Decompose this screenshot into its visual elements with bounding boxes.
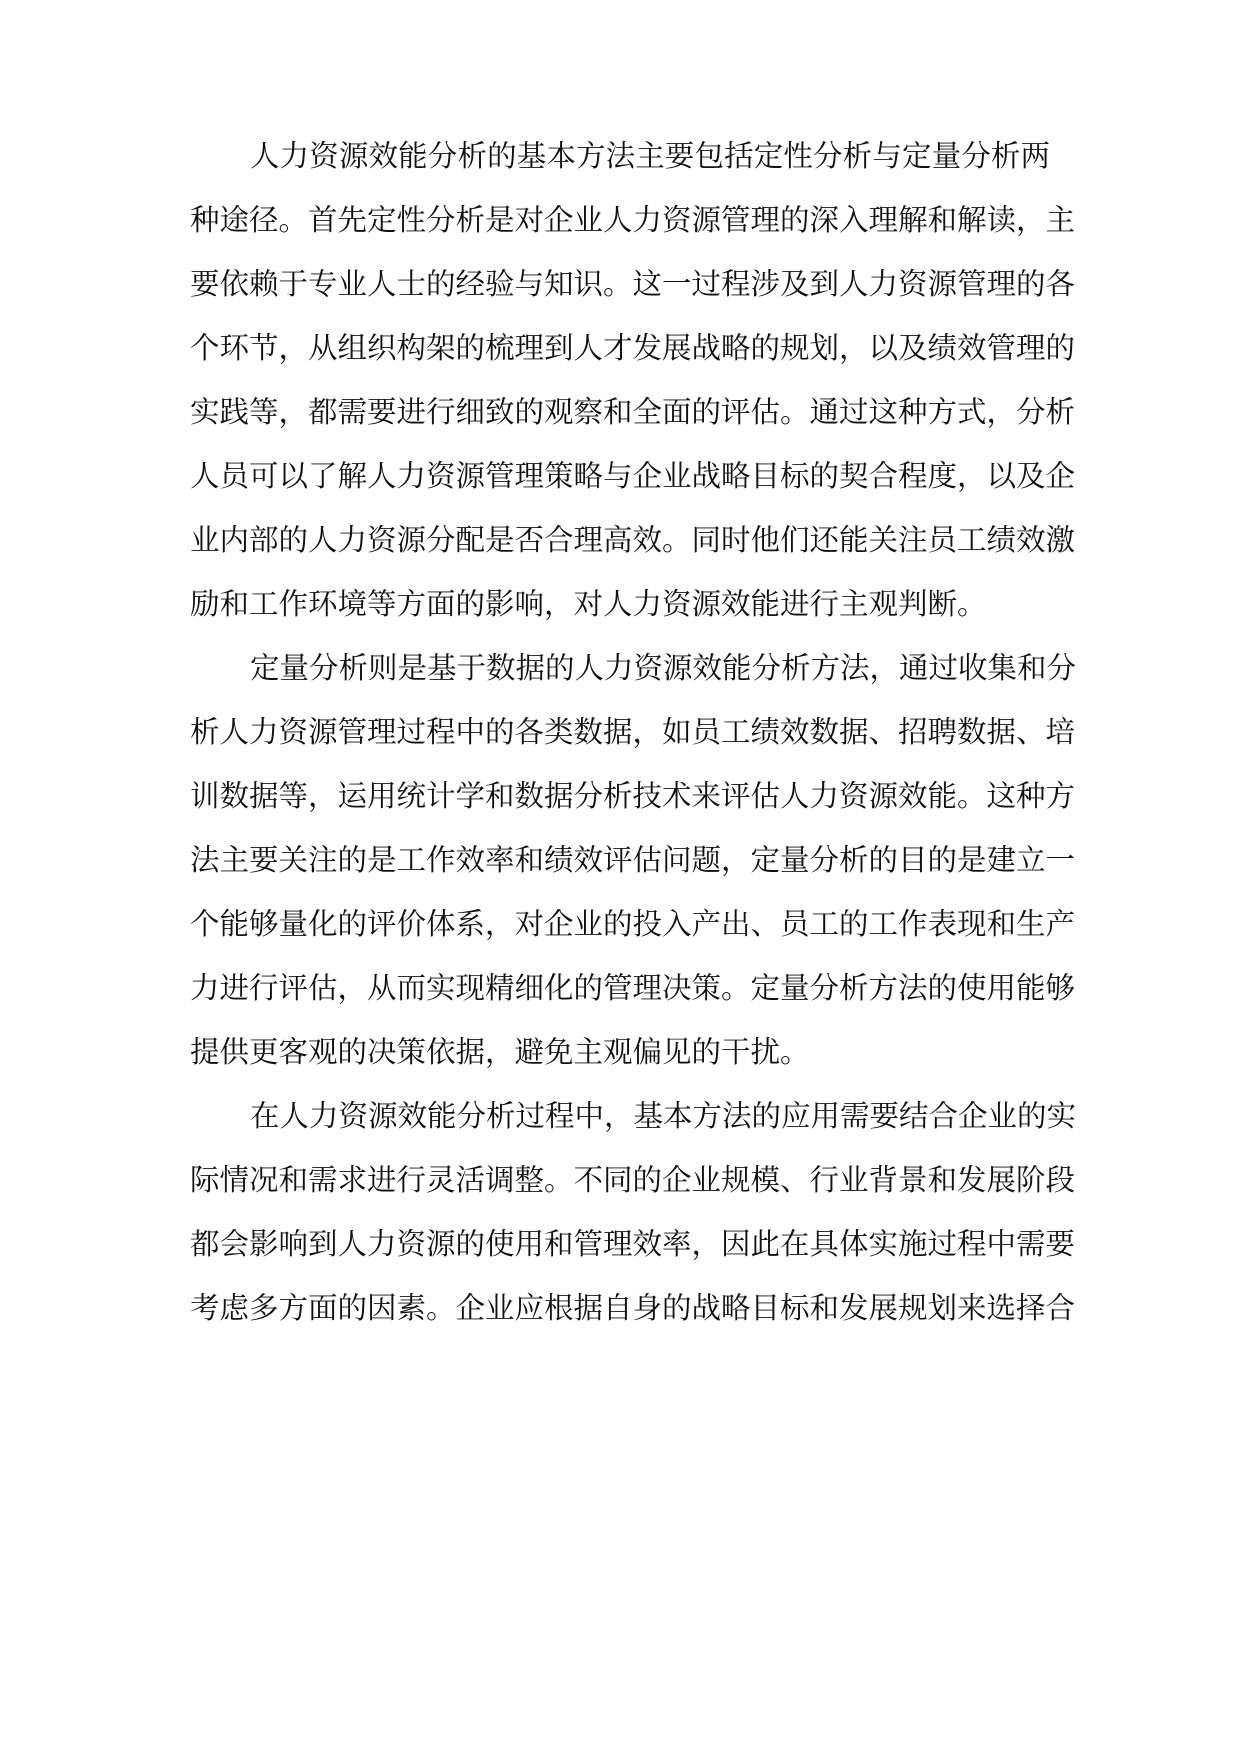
- paragraph-2-line-2: 析人力资源管理过程中的各类数据，如员工绩效数据、招聘数据、培: [190, 715, 1076, 749]
- paragraph-3-line-3: 都会影响到人力资源的使用和管理效率，因此在具体实施过程中需要: [190, 1227, 1076, 1261]
- paragraph-3-line-2: 际情况和需求进行灵活调整。不同的企业规模、行业背景和发展阶段: [190, 1163, 1076, 1197]
- paragraph-1-line-7: 业内部的人力资源分配是否合理高效。同时他们还能关注员工绩效激: [190, 523, 1076, 557]
- paragraph-1-line-8: 励和工作环境等方面的影响，对人力资源效能进行主观判断。: [190, 587, 987, 621]
- paragraph-3-line-1: 在人力资源效能分析过程中，基本方法的应用需要结合企业的实: [250, 1099, 1077, 1133]
- paragraph-1-line-4: 个环节，从组织构架的梳理到人才发展战略的规划，以及绩效管理的: [190, 331, 1076, 365]
- paragraph-2-line-5: 个能够量化的评价体系，对企业的投入产出、员工的工作表现和生产: [190, 907, 1076, 941]
- paragraph-1-line-1: 人力资源效能分析的基本方法主要包括定性分析与定量分析两: [250, 139, 1050, 173]
- paragraph-2-line-1: 定量分析则是基于数据的人力资源效能分析方法，通过收集和分: [250, 651, 1077, 685]
- paragraph-2-line-4: 法主要关注的是工作效率和绩效评估问题，定量分析的目的是建立一: [190, 843, 1076, 877]
- paragraph-3-line-4: 考虑多方面的因素。企业应根据自身的战略目标和发展规划来选择合: [190, 1291, 1076, 1325]
- paragraph-2-line-6: 力进行评估，从而实现精细化的管理决策。定量分析方法的使用能够: [190, 971, 1076, 1005]
- paragraph-1-line-5: 实践等，都需要进行细致的观察和全面的评估。通过这种方式，分析: [190, 395, 1076, 429]
- paragraph-1-line-6: 人员可以了解人力资源管理策略与企业战略目标的契合程度，以及企: [190, 459, 1076, 493]
- paragraph-1-line-3: 要依赖于专业人士的经验与知识。这一过程涉及到人力资源管理的各: [190, 267, 1076, 301]
- paragraph-2-line-3: 训数据等，运用统计学和数据分析技术来评估人力资源效能。这种方: [190, 779, 1076, 813]
- paragraph-1-line-2: 种途径。首先定性分析是对企业人力资源管理的深入理解和解读，主: [190, 203, 1076, 237]
- paragraph-2-line-7: 提供更客观的决策依据，避免主观偏见的干扰。: [190, 1035, 810, 1069]
